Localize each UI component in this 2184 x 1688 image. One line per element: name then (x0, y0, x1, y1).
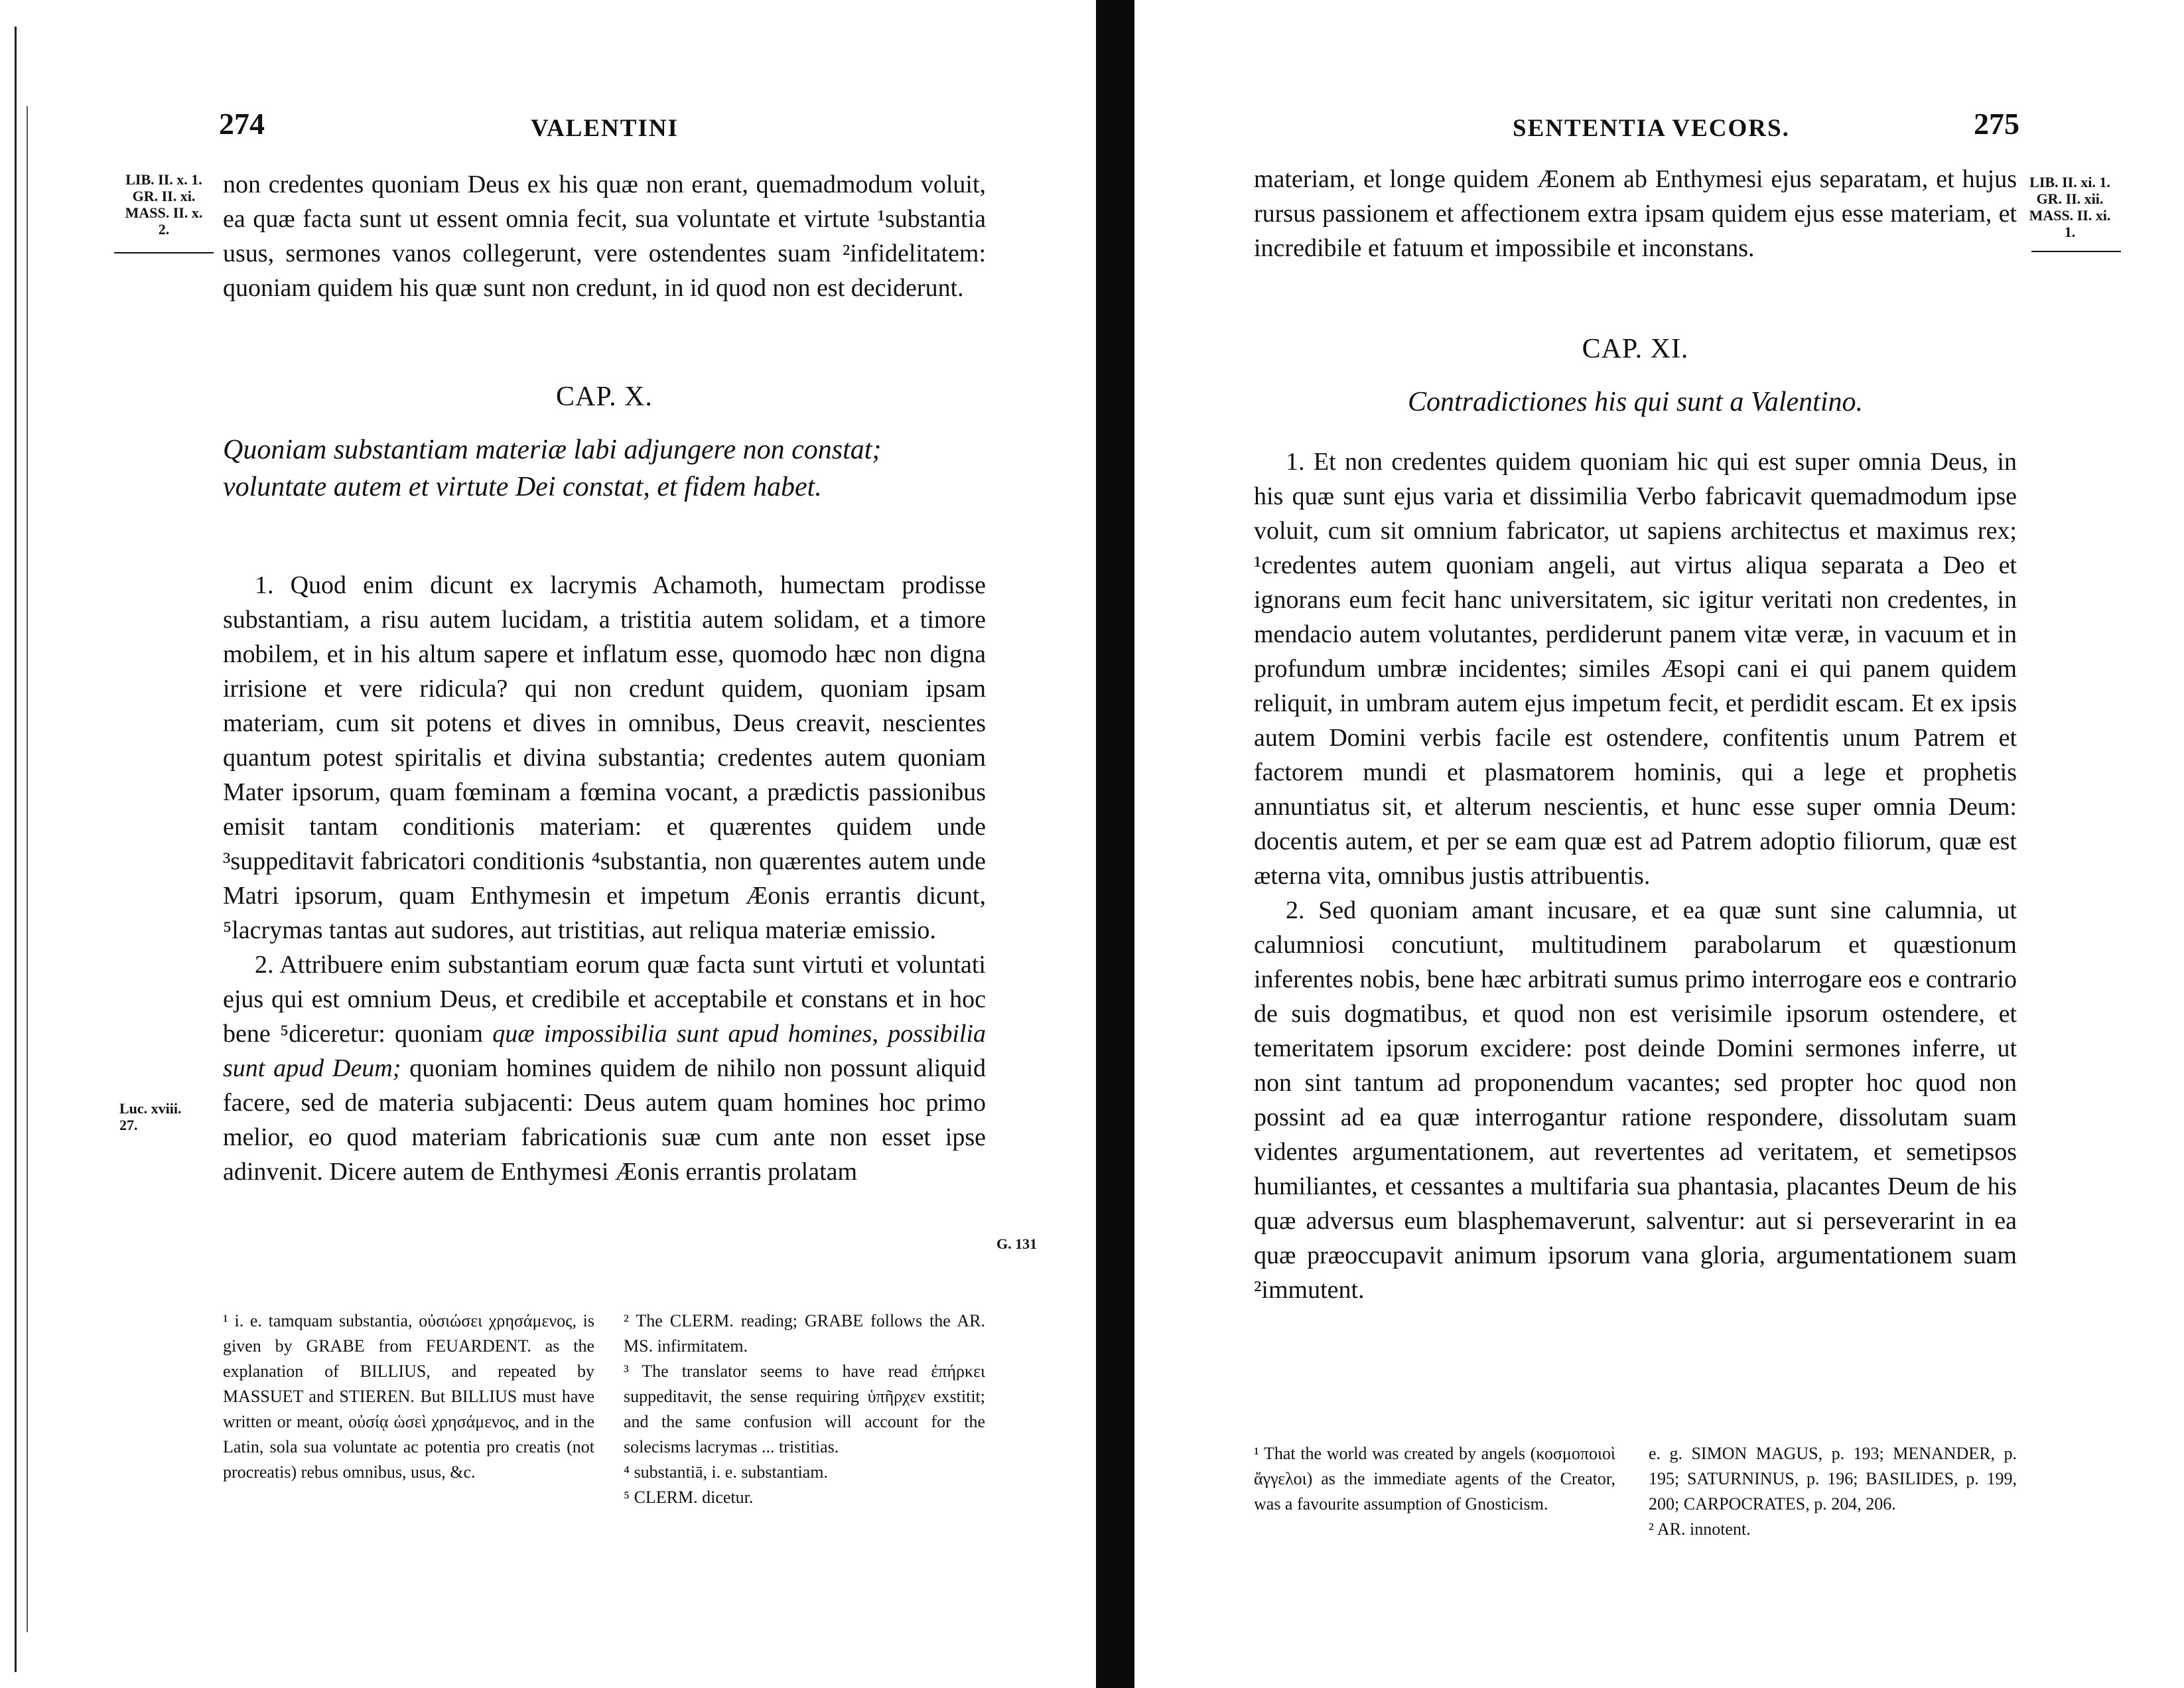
margin-rule (114, 252, 214, 253)
marginal-line: 1. (2064, 224, 2076, 240)
footnote-3: ³ The translator seems to have read ἐπήρκει suppeditavit, the sense requiring ὑπῆρχεν exstitit; and the same confusion will account for the solecisms lacrymas ... tristitias. (624, 1362, 985, 1456)
chapter-title: CAP. XI. (1582, 334, 1689, 364)
page-edge-line (15, 27, 17, 1672)
footnote-column-2 (624, 1308, 985, 1510)
right-page (1134, 0, 2184, 1688)
intro-paragraph (223, 167, 986, 305)
marginal-line: Luc. xviii. (119, 1100, 182, 1117)
footnote-1: ¹ i. e. tamquam substantia, οὐσιώσει χρησάμενος, is given by GRABE from FEUARDENT. as the explanation of BILLIUS, and repeated by MASSUET and STIEREN. But BILLIUS must have written or meant, οὐσίᾳ ὡσεὶ χρησάμενος, and in the Latin, sola sua voluntate ac potentia pro creatis (not procreatis) rebus omnibus, usus, &c. (223, 1311, 594, 1482)
marginal-line: GR. II. xii. (2036, 190, 2104, 207)
footnote-1: ¹ That the world was created by angels (κοσμοποιοὶ ἄγγελοι) as the immediate agents of the Creator, was a favourite assumption of Gnosticism. (1254, 1444, 1615, 1513)
main-text (223, 568, 986, 1189)
marginal-line: MASS. II. x. (125, 204, 203, 221)
footnote-column-1 (1254, 1441, 1615, 1517)
paragraph-2-end: quoniam homines quidem de nihilo non possunt aliquid facere, sed de materia subjacenti: Deus autem quam homines hoc primo melior, eo quod materiam fabricationis suæ cum ante non esset ipse adinvenit. Dicere autem de Enthymesi Æonis errantis prolatam (223, 1054, 986, 1186)
intro-paragraph (1254, 162, 2017, 265)
margin-rule (2031, 251, 2121, 252)
paragraph-1: 1. Et non credentes quidem quoniam hic qui est super omnia Deus, in his quæ sunt ejus varia et dissimilia Verbo fabricavit quemadmodum ipse voluit, cum sit omnium fabricator, ut sapiens architectus et maximus rex; ¹credentes autem quoniam angeli, aut virtus aliqua separata a Deo et ignorans eum fecit hanc universitatem, sic igitur veritati non credentes, in mendacio autem volutantes, perdiderunt panem vitæ veræ, in vacuum et in profundum umbræ incidentes; similes Æsopi cani ei qui panem quidem reliquit, in umbram autem ejus impetum fecit, et perdidit escam. Et ex ipsis autem Domini verbis facile est ostendere, confitentis unum Patrem et factorem mundi et plasmatorem hominis, qui a lege et prophetis annuntiatus sit, et alterum nescientis, et hunc esse super omnia Deum: docentis autem, et per se eam quæ est ad Patrem adoptio filiorum, quæ est æterna vita, omnibus justis attribuentis. (1254, 448, 2017, 890)
running-head: SENTENTIA VECORS. (1513, 115, 1790, 142)
scripture-quote: quæ impossibilia sunt apud homines, possibilia sunt apud Deum; (223, 1020, 986, 1082)
main-text (1254, 445, 2017, 1307)
marginal-line: 2. (158, 221, 170, 238)
marginal-reference (2020, 174, 2120, 240)
paragraph-2-start: 2. Attribuere enim substantiam eorum quæ facta sunt virtuti et voluntati ejus qui est omnium Deus, et credibile et acceptabile et constans et in hoc bene ⁵diceretur: quoniam (223, 951, 986, 1048)
footnote-2: ² The CLERM. reading; GRABE follows the AR. MS. infirmitatem. (624, 1311, 985, 1356)
intro-text: materiam, et longe quidem Æonem ab Enthymesi ejus separatam, et hujus rursus passionem et affectionem extra ipsam quidem ejus esse materiam, et incredibile et fatuum et impossibile et inconstans. (1254, 165, 2017, 262)
footnote-4: ⁴ substantiā, i. e. substantiam. (624, 1462, 829, 1482)
paragraph-2: 2. Sed quoniam amant incusare, et ea quæ sunt sine calumnia, ut calumniosi concutiunt, multitudinem parabolarum et quæstionum inferentes nobis, bene hæc arbitrati sumus primo interrogare eos e contrario de suis dogmatibus, et quod non est verisimile ipsorum ostendere, et temeritatem ipsorum excidere: post deinde Domini sermones inferre, ut non sint tantum ad proponendum vacantes; sed propter hoc quod non possint ad ea quæ interrogantur ratione respondere, dissolutam suam videntes argumentationem, aut revertentes ad veritatem, et semetipsos humiliantes, et cessantes a multifaria sua phantasia, placantes Deum de his quæ adversus eum blasphemaverunt, salventur: aut si perseverarint in ea quæ præoccupavit animum ipsorum vana gloria, argumentationem suam ²immutent. (1254, 896, 2017, 1304)
footnote-1-continued: e. g. SIMON MAGUS, p. 193; MENANDER, p. 195; SATURNINUS, p. 196; BASILIDES, p. 199, 200; CARPOCRATES, p. 204, 206. (1649, 1444, 2017, 1513)
paragraph-2 (223, 948, 986, 1189)
running-head: VALENTINI (531, 115, 679, 142)
marginal-line: LIB. II. x. 1. (125, 171, 202, 188)
marginal-line: LIB. II. xi. 1. (2029, 174, 2110, 190)
intro-text: non credentes quoniam Deus ex his quæ non erant, quemadmodum voluit, ea quæ facta sunt ut essent omnia fecit, sua voluntate et virtute ¹substantia usus, sermones vanos collegerunt, vere ostendentes suam ²infidelitatem: quoniam quidem his quæ sunt non credunt, in id quod non est deciderunt. (223, 171, 986, 302)
marginal-reference-luke (119, 1100, 182, 1133)
marginal-reference-g: G. 131 (996, 1235, 1038, 1252)
footnote-5: ⁵ CLERM. dicetur. (624, 1488, 754, 1507)
footnote-column-1 (223, 1308, 594, 1485)
footnote-2: ² AR. innotent. (1649, 1519, 1751, 1539)
chapter-subtitle: Contradictiones his qui sunt a Valentino. (1407, 387, 1863, 417)
chapter-title: CAP. X. (556, 382, 653, 412)
footnote-column-2 (1649, 1441, 2017, 1542)
marginal-line: MASS. II. xi. (2029, 207, 2111, 224)
marginal-line: 27. (119, 1117, 138, 1133)
chapter-subtitle: Quoniam substantiam materiæ labi adjungere non constat; voluntate autem et virtute Dei constat, et fidem habet. (223, 435, 882, 502)
book-gutter (1096, 0, 1134, 1688)
marginal-reference (114, 171, 214, 238)
marginal-line: GR. II. xi. (132, 188, 196, 204)
page-number: 275 (1974, 107, 2019, 141)
page-number: 274 (219, 107, 265, 141)
page-edge-line (27, 106, 28, 1632)
paragraph-1: 1. Quod enim dicunt ex lacrymis Achamoth, humectam prodisse substantiam, a risu autem lucidam, a tristitia autem solidam, et a timore mobilem, et in his altum sapere et inflatum esse, quomodo hæc non digna irrisione et vere ridicula? qui non credunt quidem, quoniam ipsam materiam, cum sit potens et dives in omnibus, Deus creavit, nescientes quantum potest spiritalis et divina substantia; credentes autem quoniam Mater ipsorum, quam fœminam a fœmina vocant, a prædictis passionibus emisit tantam conditionis materiam: et quærentes quidem unde ³suppeditavit fabricatori conditionis ⁴substantia, non quærentes autem unde Matri ipsorum, quam Enthymesin et impetum Æonis errantis dicunt, ⁵lacrymas tantas aut sudores, aut tristitias, aut reliqua materiæ emissio. (223, 571, 986, 944)
